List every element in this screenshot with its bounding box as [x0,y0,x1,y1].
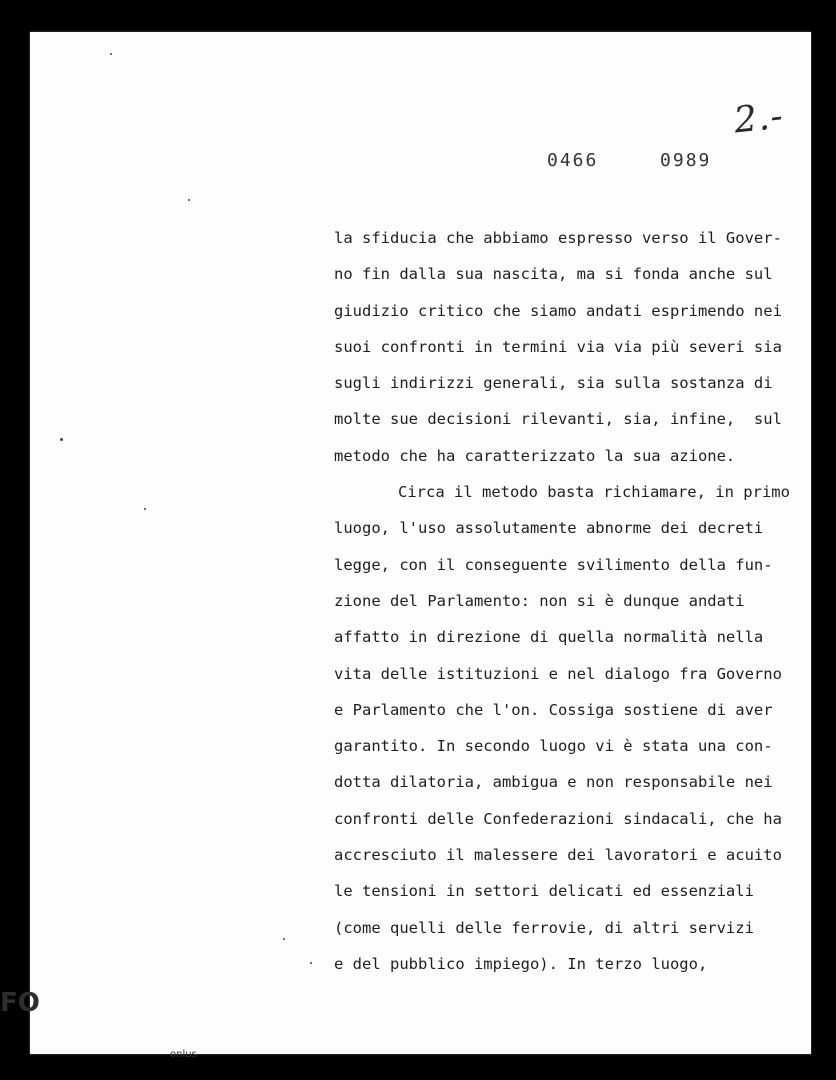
text-line: garantito. In secondo luogo vi è stata una con- [334,737,773,756]
document-page [30,32,811,1054]
paper-speck [60,438,63,441]
handwritten-page-number: 2.- [731,95,786,142]
text-line: vita delle istituzioni e nel dialogo fra Governo [334,664,782,683]
text-line: affatto in direzione di quella normalità nella [334,628,764,647]
text-line: le tensioni in settori delicati ed essenziali [334,882,754,901]
paper-speck [144,508,146,510]
text-line: luogo, l'uso assolutamente abnorme dei decreti [334,519,764,538]
body-text [334,220,804,982]
paper-speck [110,53,112,55]
paper-speck [188,199,190,201]
text-line: metodo che ha caratterizzato la sua azione. [334,446,736,465]
text-line: zione del Parlamento: non si è dunque andati [334,591,745,610]
text-line: legge, con il conseguente svilimento della fun- [334,555,773,574]
text-line: suoi confronti in termini via via più severi sia [334,337,782,356]
text-line: confronti delle Confederazioni sindacali, che ha [334,809,782,828]
paper-speck [310,962,312,964]
text-line: la sfiducia che abbiamo espresso verso il Gover- [334,229,782,247]
text-line: accresciuto il malessere dei lavoratori e acuito [334,846,782,865]
text-line: no fin dalla sua nascita, ma si fonda anche sul [334,265,773,284]
text-line: e Parlamento che l'on. Cossiga sostiene di aver [334,700,773,719]
paper-speck [283,938,285,940]
text-line: e del pubblico impiego). In terzo luogo, [334,954,708,973]
watermark-subtitle: onlus [170,1049,197,1060]
text-line: (come quelli delle ferrovie, di altri servizi [334,918,754,937]
text-line: molte sue decisioni rilevanti, sia, infine, sul [334,410,782,429]
text-line: giudizio critico che siamo andati esprimendo nei [334,301,782,320]
text-line: sugli indirizzi generali, sia sulla sostanza di [334,374,773,393]
text-line: dotta dilatoria, ambigua e non responsabile nei [334,773,773,792]
paragraph-first-line: Circa il metodo basta richiamare, in primo [398,483,790,502]
archive-code: 0466 0989 [547,150,712,171]
watermark-logo: FO [0,988,40,1018]
